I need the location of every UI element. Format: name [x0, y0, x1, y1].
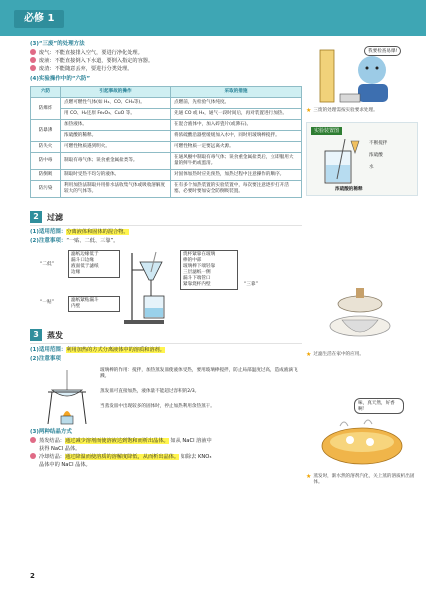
waste-item: 废渣：不能随意丢弃，要进行分类处理。: [30, 65, 302, 73]
bullet-icon: [30, 65, 36, 71]
table-row: [31, 181, 302, 198]
speech-bubble: 我要检查易爆!: [364, 46, 401, 56]
note-item: 玻璃棒的作用：搅拌，加热蒸发皿使液体受热，要用玻璃棒搅拌，防止局部温度过高，造成液滴飞溅。: [100, 368, 298, 379]
bullet-icon: [30, 49, 36, 55]
chemist-cartoon-icon: [310, 48, 414, 106]
table-cell: 用 CO、H₂还原 Fe₂O₃、CuO 等。: [61, 109, 171, 120]
table-cell: 在有多个加热装置的实验装置中，每次要注意逐步打开活塞，必要时要加安全防倒吸装置。: [171, 181, 302, 198]
table-header-cell: 六防: [31, 87, 61, 98]
table-cell: 防失火: [31, 142, 61, 153]
three-lean-tag: “三靠”: [244, 282, 258, 287]
three-lean-labels: 烧杯紧靠在玻璃 棒的中部 玻璃棒下端轻靠 三层滤纸一侧 漏斗下端管口 紧靠烧杯内壁: [180, 250, 238, 290]
table-row: [31, 131, 302, 142]
cartoon-figure: [306, 40, 418, 106]
table-cell: 防倒吸: [31, 170, 61, 181]
acid-label: 浓硫酸: [369, 153, 383, 158]
table-row: [31, 98, 302, 109]
bullet-icon: [30, 57, 36, 63]
waste-caption: ★ 三废的处理需按实验要求处理。: [306, 107, 378, 114]
evaporation-notes-title: (2)注意事项: [30, 356, 61, 362]
table-header-cell: 引起事故的操作: [61, 87, 171, 98]
table-cell: 制取有毒气体；误食重金属盐类等。: [61, 153, 171, 170]
stir-label: 不断搅拌: [369, 141, 388, 146]
six-prevent-table: [30, 86, 302, 198]
evaporation-heading: [30, 328, 302, 342]
table-cell: 防爆炸: [31, 98, 61, 120]
table-cell: 防暴沸: [31, 120, 61, 142]
two-low-tag: “二低”: [40, 262, 54, 267]
dilution-figure: [306, 122, 418, 196]
table-cell: 防中毒: [31, 153, 61, 170]
table-cell: 将浓硫酸沿器壁缓缓加入水中，同时用玻璃棒搅拌。: [171, 131, 302, 142]
table-row: [31, 170, 302, 181]
page-number: 2: [30, 572, 35, 580]
speech-bubble: 味，真天然，好香啊！: [354, 398, 404, 414]
table-cell: 加热液体。: [61, 120, 171, 131]
evaporation-scope: (1)适用范围：利用加热的方式分离液体中的溶质和溶剂。: [30, 347, 165, 353]
table-cell: 对固体加热时应先预热，加热过程中注意操作的顺序。: [171, 170, 302, 181]
table-cell: 利用加热法制取并用排水法收集气体或吸收溶解度较大的气体等。: [61, 181, 171, 198]
table-cell: 可燃性物质遇到明火。: [61, 142, 171, 153]
water-label: 水: [369, 165, 374, 170]
strainer-icon: [320, 286, 404, 348]
filtration-notes: (2)注意事项：“一贴、二低、三靠”。: [30, 238, 119, 244]
table-header-row: [31, 87, 302, 98]
chapter-tab: 必修 1: [14, 10, 64, 28]
table-cell: 先通 CO 或 H₂，通气一段时间后，再对装置进行加热。: [171, 109, 302, 120]
star-icon: ★: [306, 351, 312, 358]
bullet-icon: [30, 437, 36, 443]
filtration-scope: (1)适用范围：分离液体和固体的混合物。: [30, 229, 129, 235]
section-title: 过滤: [47, 212, 63, 222]
filter-apparatus-icon: [122, 248, 182, 326]
boiling-pot-icon: [310, 412, 414, 472]
side-column: [306, 40, 418, 486]
table-row: [31, 109, 302, 120]
six-prevent-title: (4)实验操作中的“六防”: [30, 76, 91, 82]
filtration-diagram: [30, 248, 302, 326]
filtration-heading: [30, 210, 302, 224]
section-title: 蒸发: [47, 330, 63, 340]
star-icon: ★: [306, 107, 312, 114]
table-cell: 浓硫酸的稀释。: [61, 131, 171, 142]
crystal-item-cont: 获得 NaCl 晶体。: [39, 446, 81, 452]
bullet-icon: [30, 453, 36, 459]
filter-caption: ★ 过滤生活在家中的应用。: [306, 351, 364, 358]
table-cell: 点燃可燃性气体(如 H₂、CO、CH₄等)。: [61, 98, 171, 109]
star-icon: ★: [306, 473, 312, 480]
cooking-figure: [306, 398, 418, 472]
table-cell: 可燃性物质一定要远离火源。: [171, 142, 302, 153]
table-cell: 制取时受热不均匀的液体。: [61, 170, 171, 181]
note-item: 当蒸发皿中出现较多的固体时，停止加热利用余热蒸干。: [100, 404, 215, 409]
waste-title: (3)“三废”的处理方法: [30, 41, 85, 47]
note-item: 蒸发皿可直接加热，液体量不能超过容积的2/3。: [100, 389, 200, 394]
crystallization-title: (3)两种结晶方式: [30, 429, 72, 435]
table-cell: 在通风橱中制取有毒气体；误食重金属盐类后，立即服用大量的鲜牛奶或蛋清。: [171, 153, 302, 170]
table-header-cell: 采取的措施: [171, 87, 302, 98]
diagram-caption: 浓硫酸的稀释: [335, 187, 363, 192]
table-cell: 在混合液体中，加入碎瓷片(或沸石)。: [171, 120, 302, 131]
evaporation-diagram: [30, 366, 302, 428]
two-low-labels: 滤纸边缘低于 漏斗口边缘 液面低于滤纸 边缘: [68, 250, 120, 278]
waste-item: 废液：不能直接倒入下水道，要倒入指定的容器。: [30, 57, 302, 65]
crystal-item-cont: 晶体中的 NaCl 晶体。: [39, 462, 91, 468]
crystal-item: 冷却结晶：通过降温而使溶质的溶解度降低，从而析出晶体。 如除去 KNO₃: [30, 453, 302, 461]
one-stick-labels: 滤纸紧贴漏斗 内壁: [68, 296, 120, 312]
section-number: 2: [30, 211, 42, 223]
table-row: [31, 153, 302, 170]
beaker-dilution-icon: [315, 139, 365, 185]
main-column: [30, 40, 302, 469]
table-cell: 防污染: [31, 181, 61, 198]
evaporating-dish-icon: [44, 368, 90, 428]
table-row: [31, 142, 302, 153]
table-cell: 点燃前，先检验气体纯度。: [171, 98, 302, 109]
chapter-header: [0, 0, 426, 36]
evaporation-caption: ★ 蒸发时，渐水然的溶剂汽化，关上蒸的溶质析出固体。: [306, 473, 415, 485]
evaporation-notes: [100, 368, 300, 410]
section-number: 3: [30, 329, 42, 341]
kitchen-filter-figure: [306, 286, 418, 350]
one-stick-tag: “一贴”: [40, 300, 54, 305]
waste-item: 废气：不能直接排入空气，要进行净化处理。: [30, 49, 302, 57]
table-row: [31, 120, 302, 131]
crystal-item: 蒸发结晶：通过减少溶剂而使溶液达到饱和而析出晶体。 如从 NaCl 溶液中: [30, 437, 302, 445]
figure-title: 实验装置图: [311, 127, 342, 135]
